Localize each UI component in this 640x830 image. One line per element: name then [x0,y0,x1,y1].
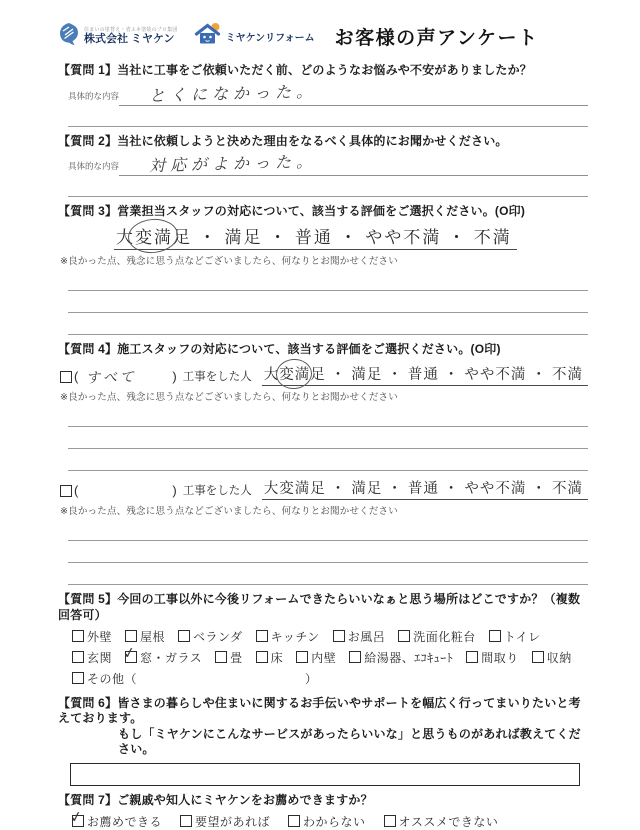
question-4-title: 【質問 4】施工スタッフの対応について、該当する評価をご選択ください。(O印) [58,341,501,356]
q7-option-label: 要望があれば [195,814,271,829]
q7-option-unsure[interactable] [288,813,366,830]
q4-row2-rating-first: 大変満足 [263,481,326,498]
q4-row1-handwritten-value: すべて [86,368,138,387]
checkbox-icon [72,815,84,827]
q5-other-paren-open: （ [124,671,138,686]
q5-option-tatami[interactable] [215,649,243,666]
q5-option-label: 内壁 [311,650,337,665]
checkbox-icon [384,815,396,827]
checkbox-icon [215,651,227,663]
checkbox-icon [125,651,137,663]
q3-rating-rest: ・ 満足 ・ 普通 ・ やや不満 ・ 不満 [192,227,512,247]
checkbox-icon [72,651,84,663]
q4-row1-paren-open: ( [74,369,79,385]
q7-option-label: お薦めできる [87,814,163,829]
q1-handwritten-answer: とくになかった。 [148,83,318,105]
page-title: お客様の声アンケート [334,28,539,49]
q5-option-label: 外壁 [87,629,113,644]
q6-answer-box[interactable] [70,763,580,786]
q5-option-label: その他 [87,671,125,686]
q5-option-genkan[interactable] [72,649,112,666]
q5-option-gaiheki[interactable] [72,628,112,645]
q5-option-label: 間取り [481,650,519,665]
q5-option-kyutoki[interactable] [349,649,453,666]
q5-option-label: キッチン [270,629,320,644]
q5-row-2 [72,649,588,666]
checkbox-icon [288,815,300,827]
q5-other-paren-close: ） [305,671,318,686]
question-6-title-line2: もし「ミヤケンにこんなサービスがあったらいいな」と思うものがあれば教えてください。 [118,726,581,757]
q4-row2-rating-rest: ・ 満足 ・ 普通 ・ やや不満 ・ 不満 [325,481,583,498]
checkbox-icon [532,651,544,663]
q5-option-ofuro[interactable] [333,628,386,645]
q3-comment-line[interactable] [68,313,588,335]
question-5-title: 【質問 5】今回の工事以外に今後リフォームできたらいいなぁと思う場所はどこですか？（複数回答可） [58,592,581,622]
q4-row1-comment-line[interactable] [68,427,588,449]
q7-option-label: オススメできない [398,814,499,829]
company-tagline: 住まいの塗替え・省エネ塗装のプロ集団 [84,26,178,33]
q5-option-toilet[interactable] [489,628,541,645]
question-1 [58,63,588,127]
q5-option-label: ベランダ [193,629,243,644]
q4-row1-worker-label: 工事をした人 [182,371,252,384]
question-7 [58,793,588,830]
q5-option-madori[interactable] [466,649,519,666]
checkbox-icon [256,630,268,642]
miyaken-emblem-icon [58,22,80,51]
question-2 [58,134,588,198]
q7-option-recommend[interactable] [72,813,162,830]
q5-option-veranda[interactable] [178,628,243,645]
q4-row1-note: ※良かった点、残念に思う点などございましたら、何なりとお聞かせください [60,392,398,404]
q4-row2-worker-label: 工事をした人 [182,485,252,498]
checkbox-icon [349,651,361,663]
q5-option-label: 屋根 [140,629,166,644]
question-5 [58,592,588,686]
q2-handwritten-answer: 対応がよかった。 [148,153,318,176]
q3-rating-scale[interactable] [114,223,517,250]
q4-row2-checkbox-icon[interactable] [60,485,72,497]
question-3 [58,204,588,335]
question-6-title-line1: 【質問 6】皆さまの暮らしや住まいに関するお手伝いやサポートを幅広く行ってまいりたいと考えております。 [58,695,581,726]
q4-row2-paren-close: ) [172,483,177,499]
q5-option-label: 窓・ガラス [140,650,203,665]
checkbox-icon [180,815,192,827]
q5-option-label: お風呂 [347,629,386,644]
q4-row1-rating-rest: ・ 満足 ・ 普通 ・ やや不満 ・ 不満 [325,367,583,384]
checkbox-icon [296,651,308,663]
q5-option-other[interactable] [72,670,318,687]
q7-option-label: わからない [303,814,366,829]
q4-row2-comment-line[interactable] [68,541,588,563]
q5-option-label: 給湯器、ｴｺｷｭｰﾄ [364,650,454,665]
checkbox-icon [125,630,137,642]
q5-option-label: トイレ [503,629,541,644]
q3-comment-line[interactable] [68,291,588,313]
q5-option-mado-glass[interactable] [125,649,202,666]
checkbox-icon [466,651,478,663]
q4-row2-comment-line[interactable] [68,519,588,541]
q5-option-label: 収納 [546,650,572,665]
q4-row2-comment-line[interactable] [68,563,588,585]
q5-option-kitchen[interactable] [256,628,320,645]
question-7-title: 【質問 7】ご親戚や知人にミヤケンをお薦めできますか？ [58,792,373,807]
q5-option-naiheki[interactable] [296,649,336,666]
q4-row2-rating-scale[interactable] [262,477,588,500]
q2-answer-line[interactable] [119,149,588,176]
reform-logo [193,22,315,51]
q3-comment-line[interactable] [68,269,588,291]
q4-row1-rating-scale[interactable] [262,363,588,386]
q4-row1-comment-line[interactable] [68,405,588,427]
q3-note: ※良かった点、残念に思う点などございましたら、何なりとお聞かせください [60,255,398,267]
q4-row1-comment-line[interactable] [68,449,588,471]
form-header [58,22,588,51]
q5-option-shunou[interactable] [532,649,572,666]
checkbox-icon [333,630,345,642]
q4-row2-paren-open: ( [74,483,79,499]
q5-option-label: 床 [270,650,284,665]
checkbox-icon [398,630,410,642]
company-name: 株式会社 ミヤケン [84,33,175,46]
q1-answer-line[interactable] [119,79,588,106]
q5-option-label: 畳 [230,650,243,665]
q7-options [72,813,588,830]
q5-row-3 [72,670,588,687]
q4-row2-note: ※良かった点、残念に思う点などございましたら、何なりとお聞かせください [60,506,398,518]
q4-row-1 [60,363,588,386]
q5-row-1 [72,628,588,645]
q5-option-label: 玄関 [87,650,113,665]
q3-rating-selected: 大変満足 [116,227,192,247]
checkbox-icon [256,651,268,663]
checkbox-icon [489,630,501,642]
question-4 [58,342,588,586]
company-logo [58,22,178,51]
q5-option-yane[interactable] [125,628,165,645]
question-2-title: 【質問 2】当社に依頼しようと決めた理由をなるべく具体的にお聞かせください。 [58,133,508,148]
question-3-title: 【質問 3】営業担当スタッフの対応について、該当する評価をご選択ください。(O印) [58,204,526,219]
q4-row1-paren-close: ) [172,369,177,385]
checkbox-icon [72,672,84,684]
reform-house-icon [193,22,223,51]
q4-row-2 [60,477,588,500]
q5-option-yuka[interactable] [256,649,284,666]
company-text [84,28,178,46]
q1-blank-line[interactable] [68,106,588,127]
q7-option-if-requested[interactable] [180,813,270,830]
q2-blank-line[interactable] [68,176,588,197]
q5-option-senmen[interactable] [398,628,476,645]
question-1-title: 【質問 1】当社に工事をご依頼いただく前、どのようなお悩みや不安がありましたか？ [58,63,533,77]
reform-brand-name: ミヤケンリフォーム [225,33,315,44]
q4-row1-rating-selected: 大変満足 [263,367,326,384]
question-6 [58,696,588,786]
q7-option-cannot-recommend[interactable] [384,813,499,830]
q1-detail-label: 具体的な内容 [68,90,120,101]
checkbox-icon [178,630,190,642]
q2-detail-label: 具体的な内容 [68,161,120,172]
checkbox-icon [72,630,84,642]
q5-option-label: 洗面化粧台 [413,629,476,644]
q4-row1-checkbox-icon[interactable] [60,371,72,383]
